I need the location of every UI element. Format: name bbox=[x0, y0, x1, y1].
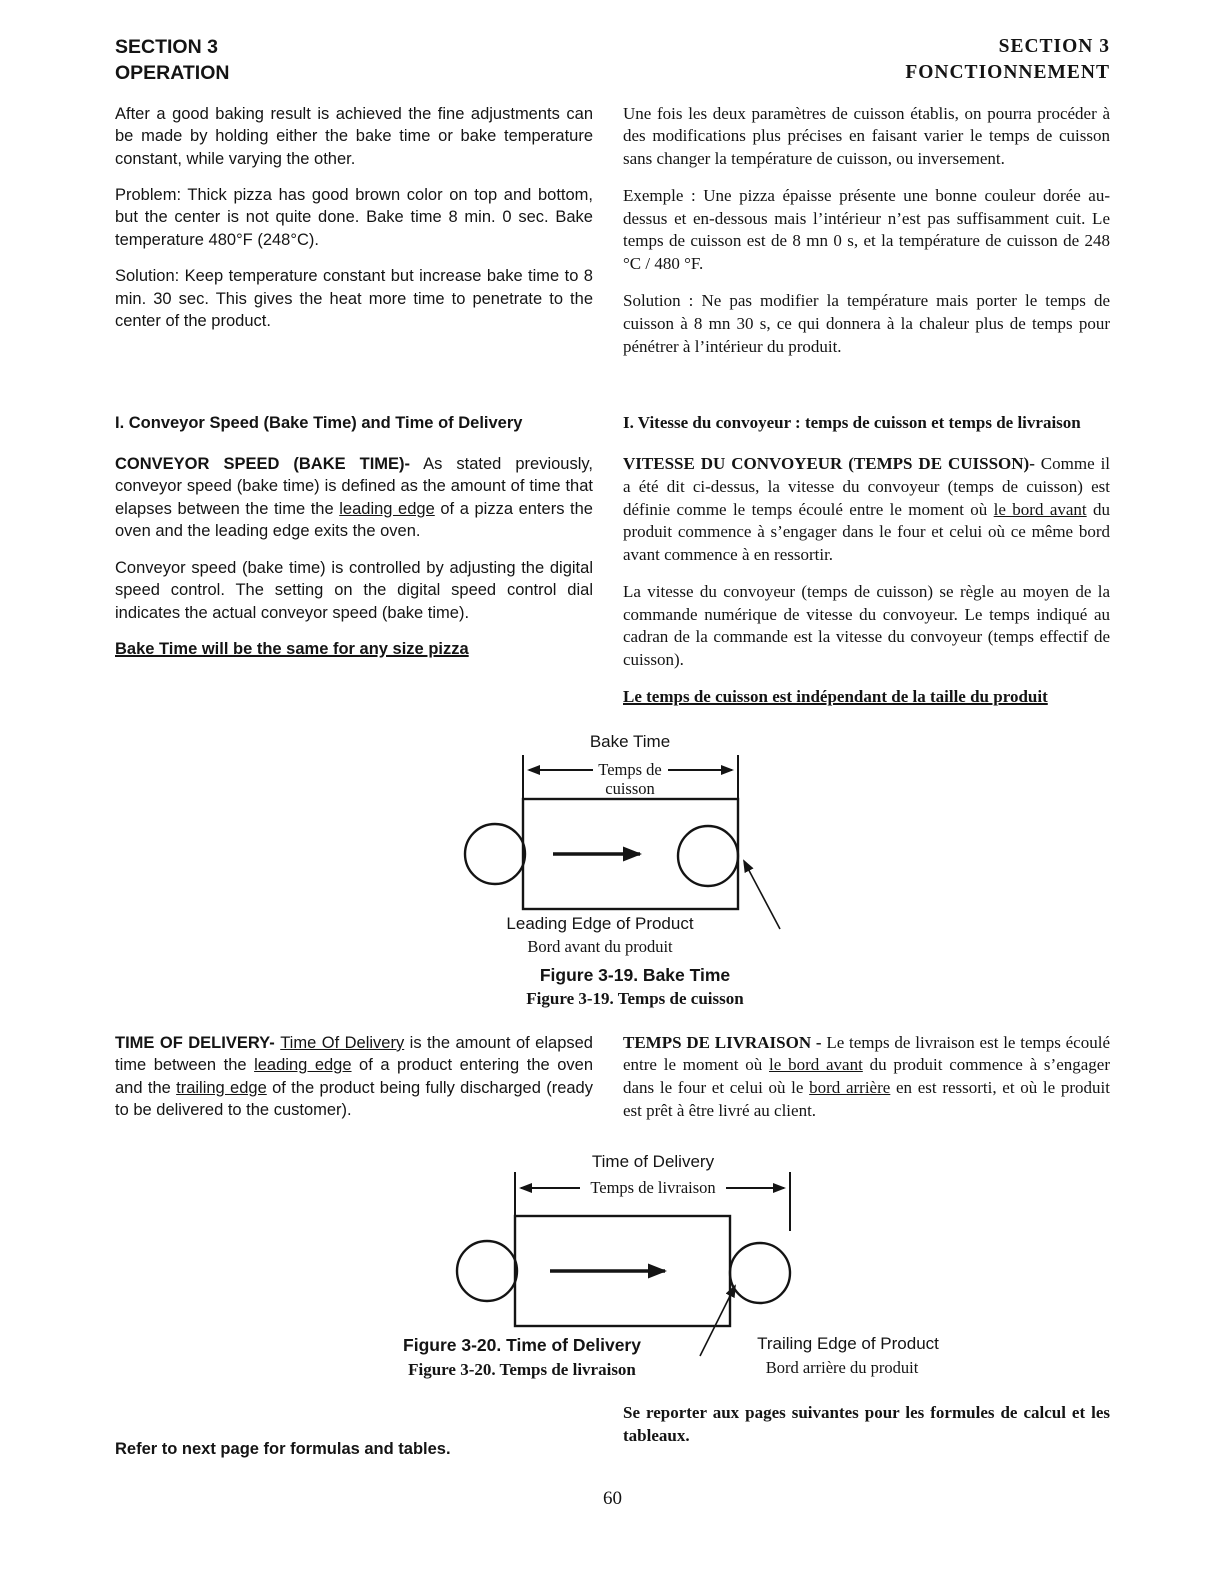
term-bord-avant: le bord avant bbox=[993, 499, 1087, 519]
header-left bbox=[115, 34, 593, 87]
term-bord-arriere: bord arrière bbox=[809, 1078, 891, 1098]
fig1-caption-fr: Figure 3-19. Temps de cuisson bbox=[526, 988, 744, 1008]
header-right bbox=[623, 34, 1110, 87]
fr-paragraph-commande: La vitesse du convoyeur (temps de cuisson) se règle au moyen de la commande numérique de vitesse du convoyeur. Le temps indiqué au cadran de la commande est la vitesse du convoyeur (temps effectif de cuisson). bbox=[623, 581, 1110, 670]
section-heading-fr: I. Vitesse du convoyeur : temps de cuisson et temps de livraison bbox=[623, 413, 1081, 433]
section-title-fr: FONCTIONNEMENT bbox=[905, 62, 1110, 84]
en-refer-note: Refer to next page for formulas and tables. bbox=[115, 1439, 451, 1458]
page-number: 60 bbox=[603, 1488, 622, 1510]
term-temps-de-livraison: TEMPS DE LIVRAISON - bbox=[623, 1032, 827, 1052]
en-paragraph-speed-control: Conveyor speed (bake time) is controlled by adjusting the digital speed control. The setting on the digital speed control dial indicates the actual conveyor speed (bake time). bbox=[115, 558, 593, 622]
text-segment: du produit commence à s’engager dans le four et celui où le bbox=[623, 1055, 1110, 1098]
fig2-edge-label-en: Trailing Edge of Product bbox=[757, 1333, 939, 1353]
refer-row bbox=[115, 1402, 1110, 1460]
text-segment: en est ressorti, et où le produit est prêt à être livré au client. bbox=[623, 1078, 1110, 1120]
fig1-title-fr-2: cuisson bbox=[605, 778, 655, 798]
en-paragraph-problem: Problem: Thick pizza has good brown color on top and bottom, but the center is not quite done. Bake time 8 min. 0 sec. Bake temperature 480°F (248°C). bbox=[115, 185, 593, 249]
section-title-en: OPERATION bbox=[115, 62, 230, 85]
term-time-of-delivery-underlined: Time Of Delivery bbox=[280, 1033, 405, 1052]
text-segment: is the amount of elapsed time between the bbox=[115, 1033, 593, 1075]
section-heading-en: I. Conveyor Speed (Bake Time) and Time of Delivery bbox=[115, 414, 523, 433]
en-paragraph-time-of-delivery bbox=[115, 1032, 593, 1122]
product-circle-left bbox=[465, 824, 525, 884]
fig2-edge-label-fr: Bord arrière du produit bbox=[765, 1357, 919, 1377]
term-trailing-edge: trailing edge bbox=[176, 1078, 267, 1097]
fig2-caption-en: Figure 3-20. Time of Delivery bbox=[403, 1334, 641, 1355]
text-segment: du produit commence à s’engager dans le four et celui où ce même bord avant commence à en ressortir. bbox=[623, 499, 1110, 565]
en-paragraph-adjustments: After a good baking result is achieved the fine adjustments can be made by holding either the bake time or bake temperature constant, while varying the other. bbox=[115, 104, 593, 168]
time-of-delivery-row bbox=[115, 1032, 1110, 1137]
conveyor-speed-row bbox=[115, 453, 1110, 709]
bake-time-diagram bbox=[350, 731, 890, 1016]
fr-rule-statement: Le temps de cuisson est indépendant de la taille du produit bbox=[623, 686, 1048, 706]
product-circle-left bbox=[457, 1241, 517, 1301]
figure-3-19 bbox=[350, 731, 1110, 1016]
fig2-title-fr: Temps de livraison bbox=[590, 1177, 716, 1197]
term-bord-avant: le bord avant bbox=[769, 1055, 863, 1075]
en-rule-statement: Bake Time will be the same for any size pizza bbox=[115, 640, 469, 659]
fig1-edge-label-fr: Bord avant du produit bbox=[527, 936, 673, 956]
term-time-of-delivery: TIME OF DELIVERY- bbox=[115, 1033, 281, 1052]
intro-row bbox=[115, 103, 1110, 373]
section-label-fr: SECTION 3 bbox=[998, 36, 1110, 57]
leading-edge-pointer-arrow-icon bbox=[744, 861, 780, 929]
fig2-title-en: Time of Delivery bbox=[591, 1151, 715, 1171]
text-segment: Le temps de livraison est le temps écoulé entre le moment où bbox=[623, 1032, 1110, 1075]
header-row bbox=[115, 34, 1110, 87]
text-segment: Comme il a été dit ci-dessus, la vitesse du convoyeur (temps de cuisson) est définie comme le temps écoulé entre le moment où bbox=[623, 454, 1111, 519]
fr-paragraph-solution: Solution : Ne pas modifier la température mais porter le temps de cuisson à 8 mn 30 s, ce qui donnera à la chaleur plus de temps pour pénétrer à l’intérieur du produit. bbox=[623, 290, 1110, 356]
fr-paragraph-adjustments: Une fois les deux paramètres de cuisson établis, on pourra procéder à des modifications plus précises en faisant varier le temps de cuisson sans changer la température de cuisson, ou inversement. bbox=[623, 103, 1110, 169]
product-circle-right bbox=[730, 1243, 790, 1303]
term-conveyor-speed: CONVEYOR SPEED (BAKE TIME)- bbox=[115, 455, 411, 474]
time-of-delivery-diagram bbox=[370, 1151, 990, 1386]
fr-refer-note: Se reporter aux pages suivantes pour les formules de calcul et les tableaux. bbox=[623, 1402, 1110, 1445]
fig1-caption-en: Figure 3-19. Bake Time bbox=[539, 964, 731, 985]
term-leading-edge: leading edge bbox=[254, 1056, 352, 1075]
en-paragraph-conveyor-speed bbox=[115, 453, 593, 543]
fig1-title-en: Bake Time bbox=[589, 731, 671, 751]
term-leading-edge: leading edge bbox=[339, 499, 435, 518]
text-segment: of a product entering the oven and the bbox=[115, 1056, 593, 1097]
text-segment: As stated previously, conveyor speed (bake time) is defined as the amount of time that elapses between the time the bbox=[115, 455, 593, 518]
fr-paragraph-exemple: Exemple : Une pizza épaisse présente une bonne couleur dorée au-dessus et en-dessous mais l’intérieur n’est pas suffisamment cuit. Le temps de cuisson est de 8 mn 0 s, et la température de cuisson de 248 °C / 480 °F. bbox=[623, 185, 1110, 274]
fig1-edge-label-en: Leading Edge of Product bbox=[506, 913, 694, 933]
section-label-en: SECTION 3 bbox=[115, 36, 218, 58]
section-heading-row bbox=[115, 412, 1110, 445]
fig2-caption-fr: Figure 3-20. Temps de livraison bbox=[408, 1359, 636, 1379]
figure-3-20 bbox=[370, 1151, 1110, 1386]
fr-paragraph-vitesse bbox=[623, 453, 1110, 567]
term-vitesse-convoyeur: VITESSE DU CONVOYEUR (TEMPS DE CUISSON)- bbox=[623, 454, 1035, 474]
text-segment: of the product being fully discharged (ready to be delivered to the customer). bbox=[115, 1078, 593, 1120]
fr-paragraph-temps-livraison bbox=[623, 1032, 1110, 1123]
en-paragraph-solution: Solution: Keep temperature constant but increase bake time to 8 min. 30 sec. This gives the heat more time to penetrate to the center of the product. bbox=[115, 267, 593, 331]
text-segment: of a pizza enters the oven and the leading edge exits the oven. bbox=[115, 499, 593, 541]
product-circle-right bbox=[678, 826, 738, 886]
fig1-title-fr-1: Temps de bbox=[598, 759, 662, 779]
